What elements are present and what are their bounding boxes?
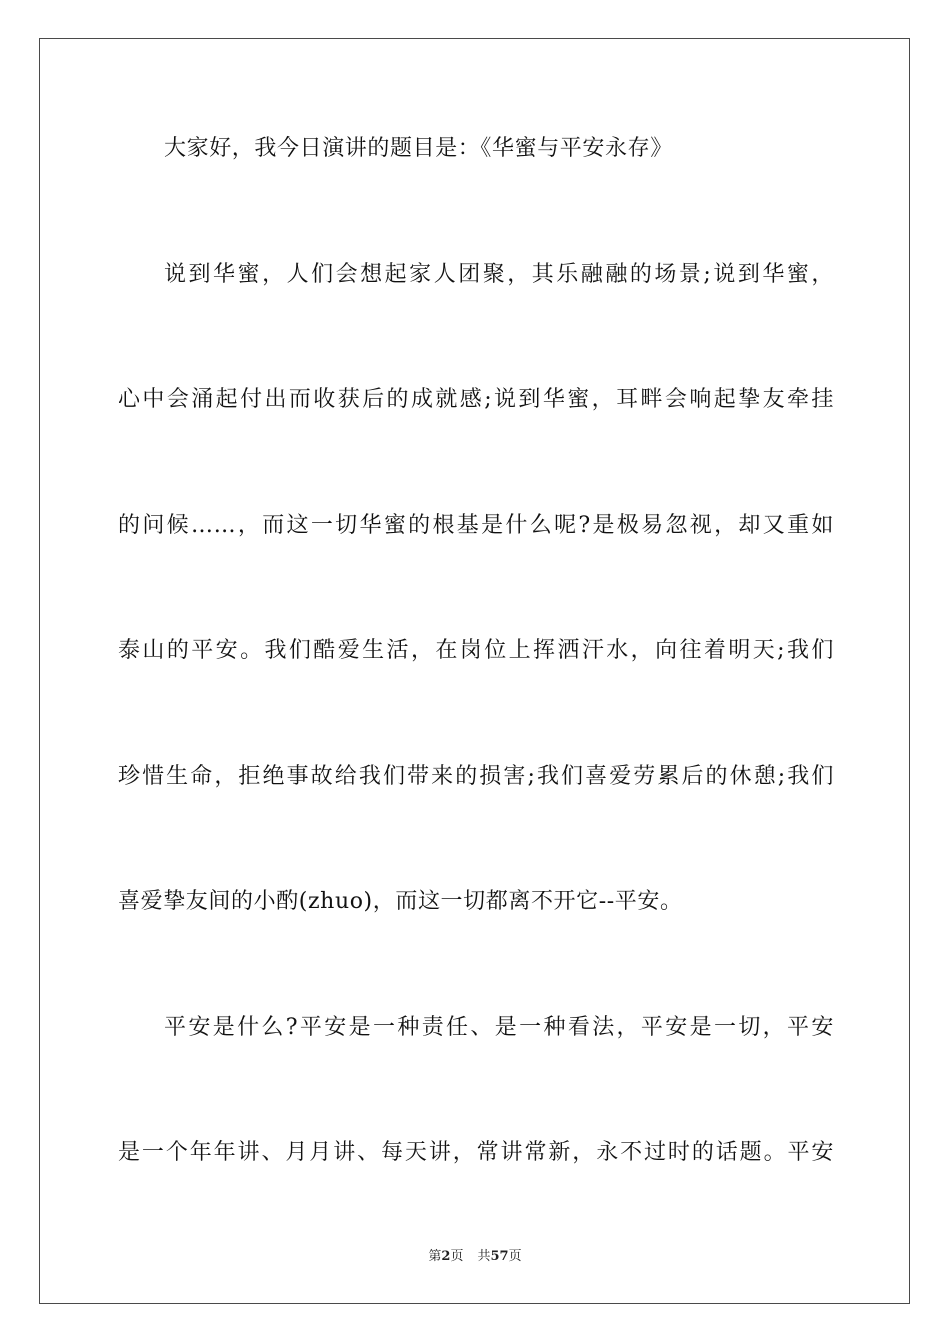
paragraph-line-4: 的问候……，而这一切华蜜的根基是什么呢?是极易忽视，却又重如 [118, 513, 834, 538]
page-frame [39, 38, 910, 1304]
paragraph-line-9: 是一个年年讲、月月讲、每天讲，常讲常新，永不过时的话题。平安 [118, 1140, 834, 1165]
paragraph-line-8: 平安是什么?平安是一种责任、是一种看法，平安是一切，平安 [164, 1015, 834, 1040]
paragraph-line-7: 喜爱挚友间的小酌(zhuo)，而这一切都离不开它--平安。 [118, 889, 683, 914]
footer-total-unit: 页 [508, 1249, 522, 1264]
paragraph-line-3: 心中会涌起付出而收获后的成就感;说到华蜜，耳畔会响起挚友牵挂 [118, 387, 834, 412]
paragraph-line-2: 说到华蜜，人们会想起家人团聚，其乐融融的场景;说到华蜜， [164, 262, 834, 287]
footer-page-prefix: 第 [428, 1249, 442, 1264]
footer-page-total: 57 [490, 1249, 509, 1264]
footer-page-current: 2 [441, 1249, 451, 1264]
page-footer [0, 1248, 950, 1266]
footer-page-unit: 页 [450, 1249, 464, 1264]
paragraph-line-1: 大家好，我今日演讲的题目是：《华蜜与平安永存》 [164, 136, 673, 161]
paragraph-line-6: 珍惜生命，拒绝事故给我们带来的损害;我们喜爱劳累后的休憩;我们 [118, 764, 834, 789]
footer-total-prefix: 共 [477, 1249, 491, 1264]
paragraph-line-5: 泰山的平安。我们酷爱生活，在岗位上挥洒汗水，向往着明天;我们 [118, 638, 834, 663]
